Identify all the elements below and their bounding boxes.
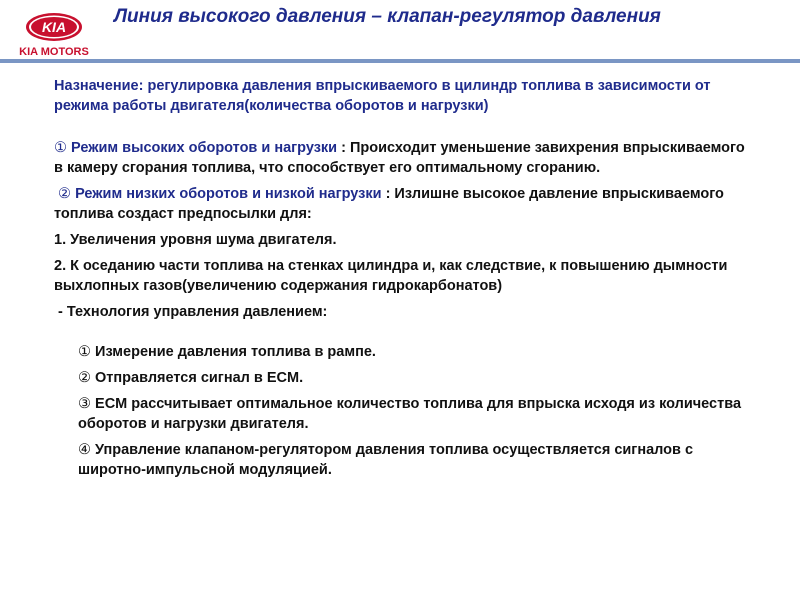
svg-text:KIA: KIA bbox=[41, 19, 67, 35]
step-marker: ① bbox=[78, 344, 91, 360]
kia-logo bbox=[8, 10, 100, 60]
step-item bbox=[54, 368, 754, 388]
mode2-paragraph bbox=[54, 184, 754, 224]
step-item bbox=[54, 342, 754, 362]
mode1-marker: ① bbox=[54, 140, 67, 156]
list-item: 1. Увеличения уровня шума двигателя. bbox=[54, 232, 337, 248]
header-divider bbox=[0, 59, 800, 63]
kia-logo-emblem bbox=[8, 10, 100, 46]
step-marker: ③ bbox=[78, 396, 91, 412]
step-marker: ④ bbox=[78, 442, 91, 458]
list-item: 2. К оседанию части топлива на стенках цилиндра и, как следствие, к повышению дымности выхлопных газов(увеличению содержания гидрокарбонатов) bbox=[54, 258, 728, 294]
purpose-text: Назначение: регулировка давления впрыскиваемого в цилиндр топлива в зависимости от режима работы двигателя(количества оборотов и нагрузки) bbox=[54, 78, 711, 114]
step-item bbox=[54, 440, 754, 480]
mode1-paragraph bbox=[54, 138, 754, 178]
step-text: Отправляется сигнал в ECM. bbox=[95, 370, 304, 386]
page-title: Линия высокого давления – клапан-регулятор давления bbox=[114, 6, 661, 27]
slide-body bbox=[54, 76, 754, 486]
mode2-label: Режим низких оборотов и низкой нагрузки bbox=[75, 186, 382, 202]
logo-wordmark: KIA MOTORS bbox=[19, 46, 89, 58]
tech-heading: - Технология управления давлением: bbox=[58, 304, 328, 320]
step-marker: ② bbox=[78, 370, 91, 386]
mode2-marker: ② bbox=[58, 186, 72, 202]
step-text: Измерение давления топлива в рампе. bbox=[95, 344, 376, 360]
mode1-text: : Происходит уменьшение завихрения впрыскиваемого в камеру сгорания топлива, что способствует его оптимальному сгоранию. bbox=[54, 140, 745, 176]
step-text: ECM рассчитывает оптимальное количество топлива для впрыска исходя из количества оборотов и нагрузки двигателя. bbox=[78, 396, 742, 432]
mode2-text: : Излишне высокое давление впрыскиваемого топлива создаст предпосылки для: bbox=[54, 186, 724, 222]
step-item bbox=[54, 394, 754, 434]
step-text: Управление клапаном-регулятором давления топлива осуществляется сигналов с широтно-импульсной модуляцией. bbox=[78, 442, 694, 478]
mode1-label: Режим высоких оборотов и нагрузки bbox=[71, 140, 338, 156]
